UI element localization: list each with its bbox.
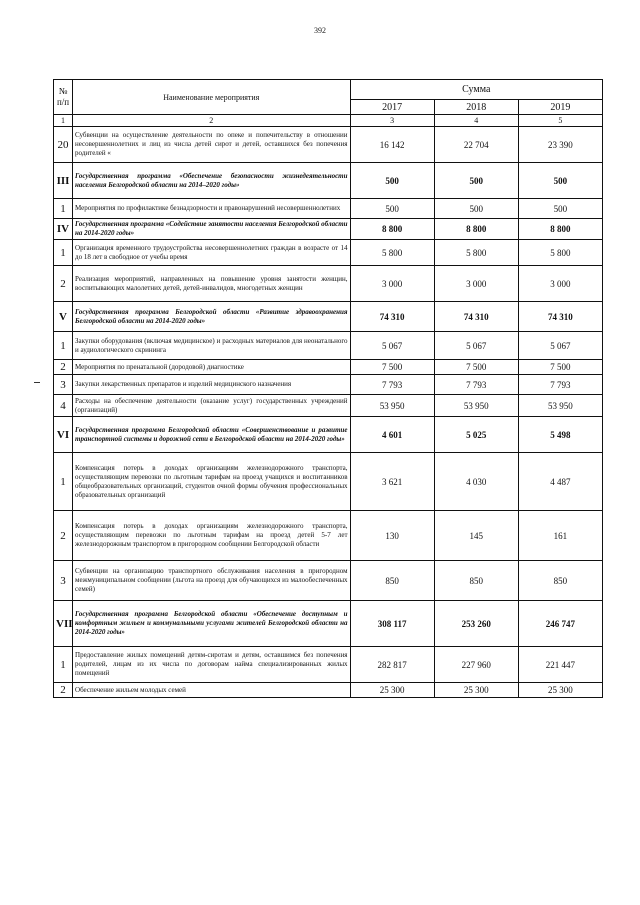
value-2017: 7 500 (350, 360, 434, 375)
value-2019: 4 487 (518, 453, 602, 511)
row-name: Организация временного трудоустройства несовершеннолетних граждан в возрасте от 14 до 18 лет в свободное от учебы время (73, 240, 351, 266)
value-2019: 8 800 (518, 219, 602, 240)
value-2018: 850 (434, 561, 518, 601)
value-2019: 5 800 (518, 240, 602, 266)
table-row (54, 199, 603, 219)
value-2018: 4 030 (434, 453, 518, 511)
row-name: Государственная программа Белгородской области «Развитие здравоохранения Белгородской области на 2014-2020 годы» (73, 302, 351, 332)
row-number: 3 (54, 375, 73, 395)
row-name: Обеспечение жильем молодых семей (73, 683, 351, 698)
header-num-label: № п/п (56, 86, 70, 107)
row-number: V (54, 302, 73, 332)
table-row (54, 561, 603, 601)
value-2019: 500 (518, 199, 602, 219)
row-name: Реализация мероприятий, направленных на повышение уровня занятости женщин, воспитывающих малолетних детей, детей-инвалидов, многодетных женщин (73, 266, 351, 302)
row-name: Компенсация потерь в доходах организациям железнодорожного транспорта, осуществляющим перевозки по льготным тарифам на проезд детей 5-7 лет железнодорожным транспортом в пригородном сообщении Белгородской области (73, 511, 351, 561)
value-2018: 25 300 (434, 683, 518, 698)
column-index: 3 (350, 115, 434, 127)
row-name: Мероприятия по пренатальной (дородовой) диагностике (73, 360, 351, 375)
value-2018: 227 960 (434, 647, 518, 683)
value-2017: 4 601 (350, 417, 434, 453)
table-body (54, 127, 603, 698)
value-2019: 221 447 (518, 647, 602, 683)
row-name: Закупки оборудования (включая медицинское) и расходных материалов для неонатального и аудиологического скрининга (73, 332, 351, 360)
value-2018: 3 000 (434, 266, 518, 302)
page-number: 392 (314, 26, 326, 35)
value-2018: 7 793 (434, 375, 518, 395)
value-2018: 500 (434, 163, 518, 199)
value-2019: 5 067 (518, 332, 602, 360)
row-name: Государственная программа «Обеспечение безопасности жизнедеятельности населения Белгородской области на 2014–2020 годы» (73, 163, 351, 199)
value-2017: 3 621 (350, 453, 434, 511)
value-2018: 5 067 (434, 332, 518, 360)
header-year-2019: 2019 (518, 100, 602, 115)
value-2019: 53 950 (518, 395, 602, 417)
row-number: 20 (54, 127, 73, 163)
value-2017: 5 067 (350, 332, 434, 360)
program-row (54, 163, 603, 199)
column-index: 1 (54, 115, 73, 127)
margin-mark (34, 382, 40, 383)
value-2017: 500 (350, 163, 434, 199)
table-row (54, 266, 603, 302)
program-row (54, 601, 603, 647)
value-2019: 7 500 (518, 360, 602, 375)
table-row (54, 395, 603, 417)
program-row (54, 302, 603, 332)
value-2017: 53 950 (350, 395, 434, 417)
row-number: VII (54, 601, 73, 647)
value-2017: 500 (350, 199, 434, 219)
row-number: 2 (54, 266, 73, 302)
row-name: Закупки лекарственных препаратов и изделий медицинского назначения (73, 375, 351, 395)
row-number: 3 (54, 561, 73, 601)
row-number: 2 (54, 511, 73, 561)
value-2017: 8 800 (350, 219, 434, 240)
value-2017: 74 310 (350, 302, 434, 332)
row-name: Мероприятия по профилактике безнадзорности и правонарушений несовершеннолетних (73, 199, 351, 219)
value-2017: 850 (350, 561, 434, 601)
row-name: Государственная программа Белгородской области «Обеспечение доступным и комфортным жильем и коммунальными услугами жителей Белгородской области на 2014-2020 годы» (73, 601, 351, 647)
table-row (54, 375, 603, 395)
value-2017: 16 142 (350, 127, 434, 163)
value-2018: 53 950 (434, 395, 518, 417)
value-2017: 3 000 (350, 266, 434, 302)
value-2019: 3 000 (518, 266, 602, 302)
row-number: III (54, 163, 73, 199)
row-number: 1 (54, 199, 73, 219)
column-index: 5 (518, 115, 602, 127)
value-2019: 23 390 (518, 127, 602, 163)
value-2017: 25 300 (350, 683, 434, 698)
table-row (54, 647, 603, 683)
row-name: Субвенции на организацию транспортного обслуживания населения в пригородном межмуниципальном сообщении (льгота на проезд для обучающихся из малообеспеченных семей) (73, 561, 351, 601)
table-row (54, 360, 603, 375)
row-number: 1 (54, 453, 73, 511)
value-2019: 246 747 (518, 601, 602, 647)
header-num (54, 80, 73, 115)
header-year-2017: 2017 (350, 100, 434, 115)
value-2017: 7 793 (350, 375, 434, 395)
value-2019: 500 (518, 163, 602, 199)
row-name: Компенсация потерь в доходах организациям железнодорожного транспорта, осуществляющим перевозки по льготным тарифам на проезд учащихся и воспитанников общеобразовательных организаций, студентов очной формы обучения профессиональных образовательных организаций (73, 453, 351, 511)
value-2017: 282 817 (350, 647, 434, 683)
row-number: 1 (54, 240, 73, 266)
row-name: Государственная программа «Содействие занятости населения Белгородской области на 2014-2020 годы» (73, 219, 351, 240)
value-2018: 145 (434, 511, 518, 561)
table-row (54, 127, 603, 163)
value-2018: 5 025 (434, 417, 518, 453)
value-2018: 5 800 (434, 240, 518, 266)
value-2018: 7 500 (434, 360, 518, 375)
row-name: Предоставление жилых помещений детям-сиротам и детям, оставшимся без попечения родителей, лицам из их числа по договорам найма специализированных жилых помещений (73, 647, 351, 683)
table-row (54, 240, 603, 266)
value-2019: 74 310 (518, 302, 602, 332)
table-row (54, 332, 603, 360)
row-name: Расходы на обеспечение деятельности (оказание услуг) государственных учреждений (организаций) (73, 395, 351, 417)
row-name: Субвенции на осуществление деятельности по опеке и попечительству в отношении несовершеннолетних и лиц из числа детей сирот и детей, оставшихся без попечения родителей « (73, 127, 351, 163)
value-2019: 7 793 (518, 375, 602, 395)
table-row (54, 683, 603, 698)
row-number: 2 (54, 360, 73, 375)
value-2019: 5 498 (518, 417, 602, 453)
row-name: Государственная программа Белгородской области «Совершенствование и развитие транспортной системы и дорожной сети в Белгородской области на 2014-2020 годы» (73, 417, 351, 453)
value-2017: 308 117 (350, 601, 434, 647)
table-row (54, 511, 603, 561)
value-2019: 850 (518, 561, 602, 601)
value-2018: 500 (434, 199, 518, 219)
header-sum: Сумма (350, 80, 602, 100)
value-2017: 5 800 (350, 240, 434, 266)
row-number: IV (54, 219, 73, 240)
column-index: 2 (73, 115, 351, 127)
row-number: VI (54, 417, 73, 453)
header-name: Наименование мероприятия (73, 80, 351, 115)
value-2018: 8 800 (434, 219, 518, 240)
row-number: 1 (54, 647, 73, 683)
row-number: 2 (54, 683, 73, 698)
value-2018: 22 704 (434, 127, 518, 163)
column-index: 4 (434, 115, 518, 127)
program-row (54, 417, 603, 453)
budget-table (53, 79, 603, 698)
program-row (54, 219, 603, 240)
row-number: 4 (54, 395, 73, 417)
value-2019: 161 (518, 511, 602, 561)
row-number: 1 (54, 332, 73, 360)
header-year-2018: 2018 (434, 100, 518, 115)
table-row (54, 453, 603, 511)
value-2017: 130 (350, 511, 434, 561)
value-2019: 25 300 (518, 683, 602, 698)
value-2018: 74 310 (434, 302, 518, 332)
value-2018: 253 260 (434, 601, 518, 647)
